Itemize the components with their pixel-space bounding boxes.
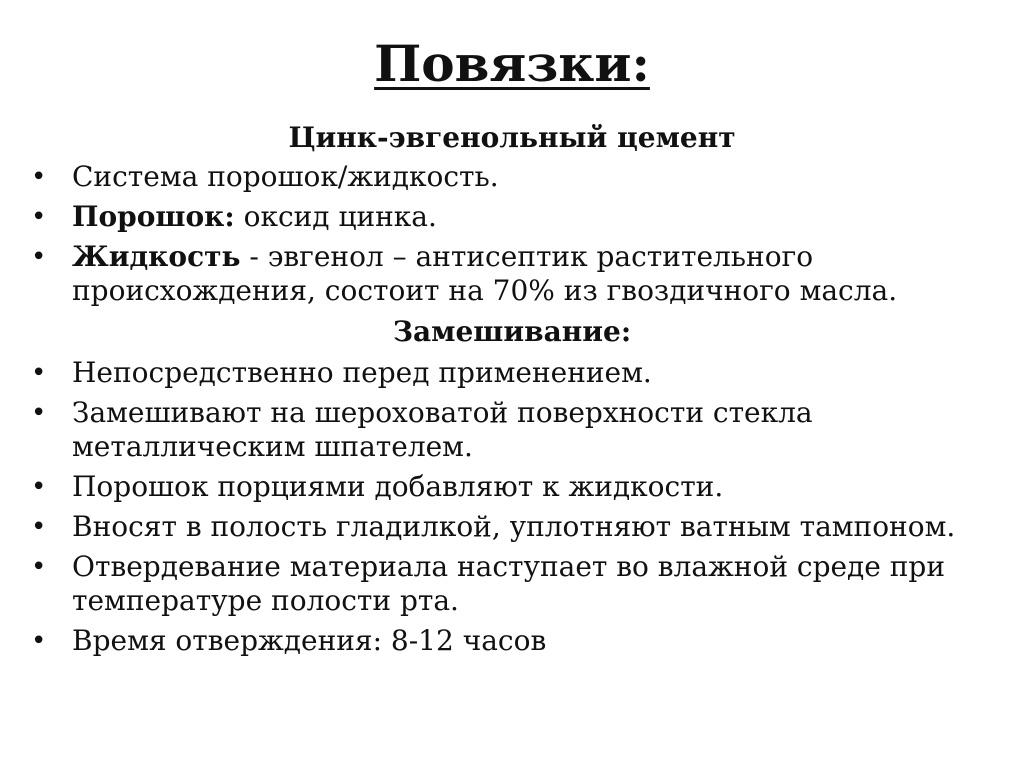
list-item-text: Отвердевание материала наступает во влажной среде при температуре полости рта. [72, 550, 946, 617]
slide-title: Повязки: [374, 34, 650, 93]
bullet-icon: • [31, 512, 47, 542]
list-item-text: Порошок порциями добавляют к жидкости. [72, 470, 724, 503]
bullet-icon: • [31, 202, 47, 232]
list-item [0, 396, 1024, 464]
bullet-icon: • [31, 242, 47, 272]
bullet-list-mixing [0, 356, 1024, 658]
bullet-icon: • [31, 552, 47, 582]
list-item [0, 356, 1024, 390]
list-item-text: Замешивают на шероховатой поверхности стекла металлическим шпателем. [72, 396, 813, 463]
list-item [0, 510, 1024, 544]
bullet-icon: • [31, 626, 47, 656]
section-heading-cement: Цинк-эвгенольный цемент [288, 121, 736, 154]
list-item [0, 240, 1024, 308]
list-item [0, 470, 1024, 504]
slide-content [0, 118, 1024, 664]
list-item-text: - эвгенол – антисептик растительного происхождения, состоит на 70% из гвоздичного масла. [72, 240, 898, 307]
list-item-bold-label: Жидкость [72, 240, 241, 273]
bullet-icon: • [31, 162, 47, 192]
list-item-text: Система порошок/жидкость. [72, 160, 499, 193]
list-item-text: Непосредственно перед применением. [72, 356, 652, 389]
list-item [0, 624, 1024, 658]
list-item [0, 550, 1024, 618]
list-item-bold-label: Порошок: [72, 200, 235, 233]
bullet-icon: • [31, 358, 47, 388]
list-item [0, 200, 1024, 234]
list-item-text: оксид цинка. [234, 200, 437, 233]
bullet-icon: • [31, 398, 47, 428]
bullet-list-cement [0, 160, 1024, 308]
bullet-icon: • [31, 472, 47, 502]
list-item-text: Вносят в полость гладилкой, уплотняют ватным тампоном. [72, 510, 956, 543]
section-heading-mixing: Замешивание: [392, 315, 632, 348]
list-item-text: Время отверждения: 8-12 часов [72, 624, 547, 657]
list-item [0, 160, 1024, 194]
